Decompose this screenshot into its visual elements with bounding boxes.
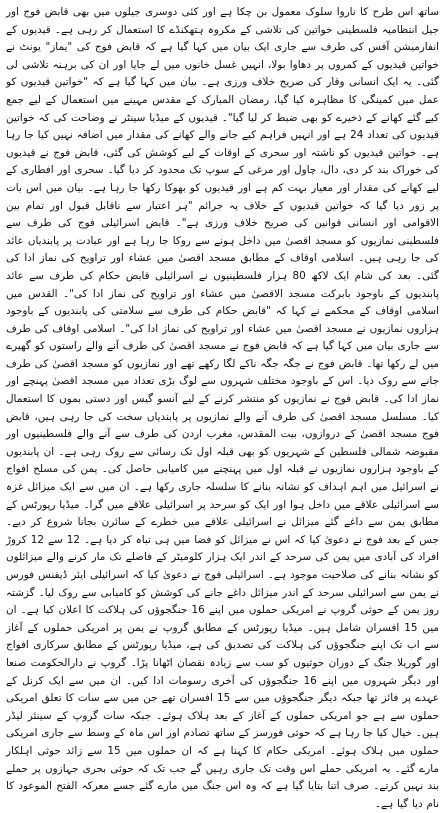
article-body-text: ساتھ اس طرح کا ناروا سلوک معمول بن چکا ہے اور کئی دوسری جیلوں میں بھی قابض فوج اور جیل انتظامیہ فلسطینی خواتین کی تلاشی کے مکروہ ہتھکنڈے کا استعمال کر رہی ہے۔ قیدیوں کے انفارمیشن آفس کی طرف سے جاری ایک بیان میں کہا گیا ہے کہ قابض فوج کی "یماز" یونٹ نے خواتین قیدیوں کے کمروں پر دھاوا بولا، انہیں غسل خانوں میں لے جایا اور ان کی برہنہ تلاشی لی گئی۔ یہ ایک انسانی وقار کی صریح خلاف ورزی ہے۔ بیان میں کہا گیا ہے کہ "خواتین قیدیوں کو عمل میں کمینگی کا مظاہرہ کیا گیا، رمضان المبارک کے مقدس مہینے میں استعمال کے لیے جمع کیے گئے کھانے کے ذخیرے کو بھی ضبط کر لیا گیا"۔ قیدیوں کے میڈیا سینٹر نے وضاحت کی کہ خواتین قیدیوں کی تعداد 24 ہے اور انہیں فراہم کیے جانے والے کھانے کی مقدار میں اضافہ نہیں کیا جا رہا ہے۔ خواتین قیدیوں کو ناشتہ اور سحری کے اوقات کے لیے کوشش کی گئی، قابض فوج نے قیدیوں کی خوراک بند کر دی، دال، چاول اور مرغی کے سوپ تک محدود کر دیا گیا۔ سحری اور افطاری کے لیے کھانے کی مقدار اور معیار بہت کم ہے اور قیدیوں کو بھوکا رکھا جا رہا ہے۔ بیان میں اس بات پر زور دیا گیا کہ خواتین قیدیوں کے خلاف یہ جرائم "ہر اعتبار سے ناقابل قبول اور تمام بین الاقوامی اور انسانی قوانین کی صریح خلاف ورزی ہے"۔ قابض اسرائیلی فوج کی طرف سے فلسطینی نمازیوں کو مسجد اقصیٰ میں داخل ہونے سے روکا جا رہا ہے اور عبادت پر پابندیاں عائد کی جا رہی ہیں۔ اسلامی اوقاف کے مطابق مسجد اقصیٰ میں عشاء اور تراویح کی نماز ادا کی گئی۔ بعد کی شام ایک لاکھ 80 ہزار فلسطینیوں نے اسرائیلی قابض حکام کی طرف سے عائد پابندیوں کے باوجود بابرکت مسجد الاقصیٰ میں عشاء اور تراویح کی نماز ادا کی"۔ القدس میں اسلامی اوقاف کے محکمے نے کہا کہ "قابض حکام کی طرف سے سلامتی کی پابندیوں کے باوجود ہزاروں نمازیوں نے مسجد اقصیٰ میں عشاء اور تراویح کی نماز ادا کی"۔ اسلامی اوقاف کی طرف سے جاری بیان میں کہا گیا ہے کہ قابض فوج نے مسجد اقصیٰ کی طرف آنے والے راستوں کو گھیرے میں لے رکھا تھا۔ قابض فوج نے جگہ جگہ ناکے لگا رکھے تھے اور نمازیوں کو مسجد اقصیٰ کی طرف جانے سے روک دیا۔ اس کے باوجود مختلف شہروں سے لوگ بڑی تعداد میں مسجد اقصیٰ پہنچے اور نماز ادا کی۔ قابض فوج نے نمازیوں کو منتشر کرنے کے لیے آنسو گیس اور دستی بموں کا استعمال کیا۔ مسلسل مسجد اقصیٰ کی طرف آنے والے نمازیوں پر پابندیاں سخت کی جا رہی ہیں، قابض فوج مسجد اقصیٰ کے دروازوں، بیت المقدس، مغرب اردن کی طرف سے آنے والے فلسطینیوں اور مقبوضہ شمالی فلسطین کے شہریوں کو بھی قبلہ اول تک رسائی سے روک رہی ہے۔ ان پابندیوں کے باوجود ہزاروں نمازیوں نے قبلہ اول میں پہنچنے میں کامیابی حاصل کی۔ یمن کی مسلح افواج نے اسرائیل میں اہم اہداف کو نشانہ بنانے کا سلسلہ جاری رکھا ہے۔ ان میں سے ایک میزائل غزہ سے اسرائیلی علاقے میں داخل ہوا اور ایک کو سرحد پر اسرائیلی علاقے میں گرا۔ میڈیا رپورٹس کے مطابق یمن سے داغے گئے میزائل نے اسرائیلی علاقے میں خطرے کے سائرن بجانا شروع کر دیے۔ جس کے بعد فوج نے دعویٰ کیا کہ اس نے میزائل کو فضا میں ہی تباہ کر دیا ہے۔ 12 سے 12 کروڑ افراد کی آبادی میں یمن کی سرحد کے اندر ایک ہزار کلومیٹر کے فاصلے تک مار کرنے والے میزائلوں کو نشانہ بنانے کی صلاحیت موجود ہے۔ اسرائیلی فوج نے دعویٰ کیا کہ اسرائیلی ایئر ڈیفنس فورس نے یمن سے اسرائیلی سرحد کے اندر میزائل داغے جانے کی کوشش کو کامیابی سے روک لیا۔ گزشتہ روز یمن کے حوثی گروپ نے امریکی حملوں میں اپنے 16 جنگجوؤں کی ہلاکت کا اعلان کیا ہے۔ ان میں 15 افسران شامل ہیں۔ میڈیا رپورٹس کے مطابق گروپ نے یمن پر امریکی حملوں کے آغاز سے اب تک اپنے جنگجوؤں کی ہلاکت کی تصدیق کی ہے، میڈیا رپورٹس کے مطابق سرکاری افواج اور گوریلا جنگ کے دوران حوثیوں کو سب سے زیادہ نقصان اٹھانا پڑا۔ گروپ نے دارالحکومت صنعا اور دیگر شہروں میں اپنے 16 جنگجوؤں کی آخری رسومات ادا کیں۔ ان میں سے ایک کرنل کے عہدے پر فائز تھا جبکہ دیگر جنگجوؤں میں سے 15 افسران تھے جن میں سے سات کا تعلق امریکی حملوں سے ہے جو امریکی حملوں کے آغاز کے بعد ہلاک ہوئے۔ جبکہ سات گروپ کے سینئر لیڈر ہیں۔ خیال کیا جا رہا ہے کہ حوثی فورسز کے ساتھ تصادم اور اس ماہ کے وسط سے جاری امریکی حملوں میں ہلاک ہوئے۔ امریکی حکام کا کہنا ہے کہ ان حملوں میں 15 سے زائد حوثی اہلکار مارے گئے۔ یہ امریکی حملے اس وقت تک جاری رہیں گے جب تک کہ حوثی بحری جہازوں پر حملے بند نہیں کرتے۔ صرف اتنا بتایا گیا ہے کہ وہ اس جنگ میں مارے گئے جسے معرکہ الفتح الموعود کا نام دیا گیا ہے۔	[6, 6, 439, 810]
